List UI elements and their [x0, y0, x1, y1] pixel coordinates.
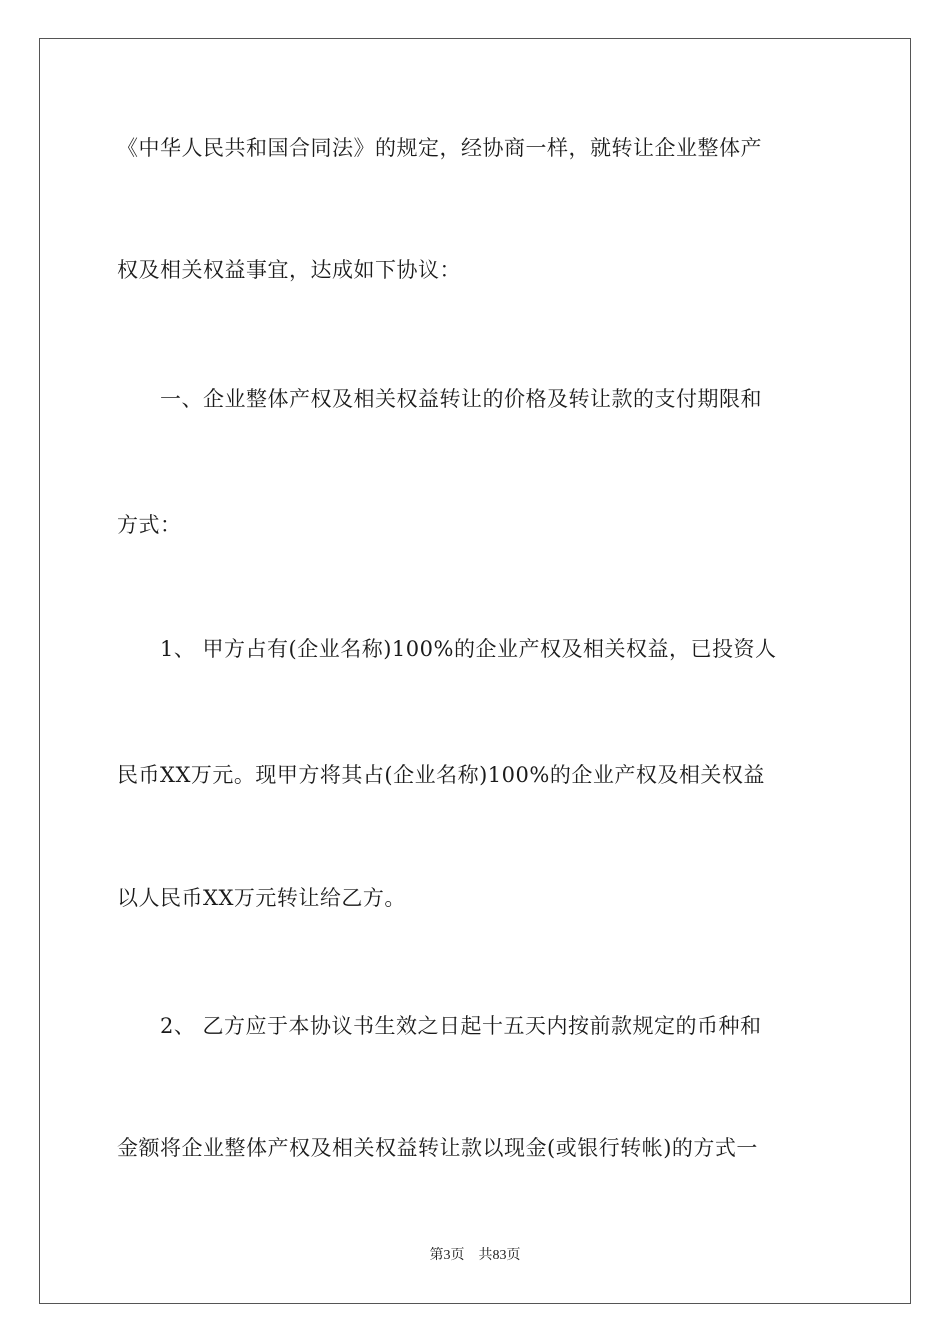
- text-line-6: 民币XX万元。现甲方将其占(企业名称)100%的企业产权及相关权益: [117, 763, 765, 787]
- page-footer: [0, 1246, 950, 1266]
- text-line-5: 1、 甲方占有(企业名称)100%的企业产权及相关权益，已投资人: [117, 637, 777, 661]
- total-pages: 共83页: [478, 1248, 521, 1263]
- text-line-3: 一、企业整体产权及相关权益转让的价格及转让款的支付期限和: [117, 387, 762, 411]
- text-line-1: 《中华人民共和国合同法》的规定，经协商一样，就转让企业整体产: [117, 136, 762, 160]
- text-line-9: 金额将企业整体产权及相关权益转让款以现金(或银行转帐)的方式一: [117, 1136, 758, 1160]
- text-line-8: 2、 乙方应于本协议书生效之日起十五天内按前款规定的币种和: [117, 1014, 762, 1038]
- page-border: [39, 38, 911, 1304]
- page-number: 第3页: [429, 1248, 465, 1263]
- text-line-7: 以人民币XX万元转让给乙方。: [117, 886, 406, 910]
- text-line-2: 权及相关权益事宜，达成如下协议：: [117, 258, 461, 282]
- text-line-4: 方式：: [117, 513, 182, 537]
